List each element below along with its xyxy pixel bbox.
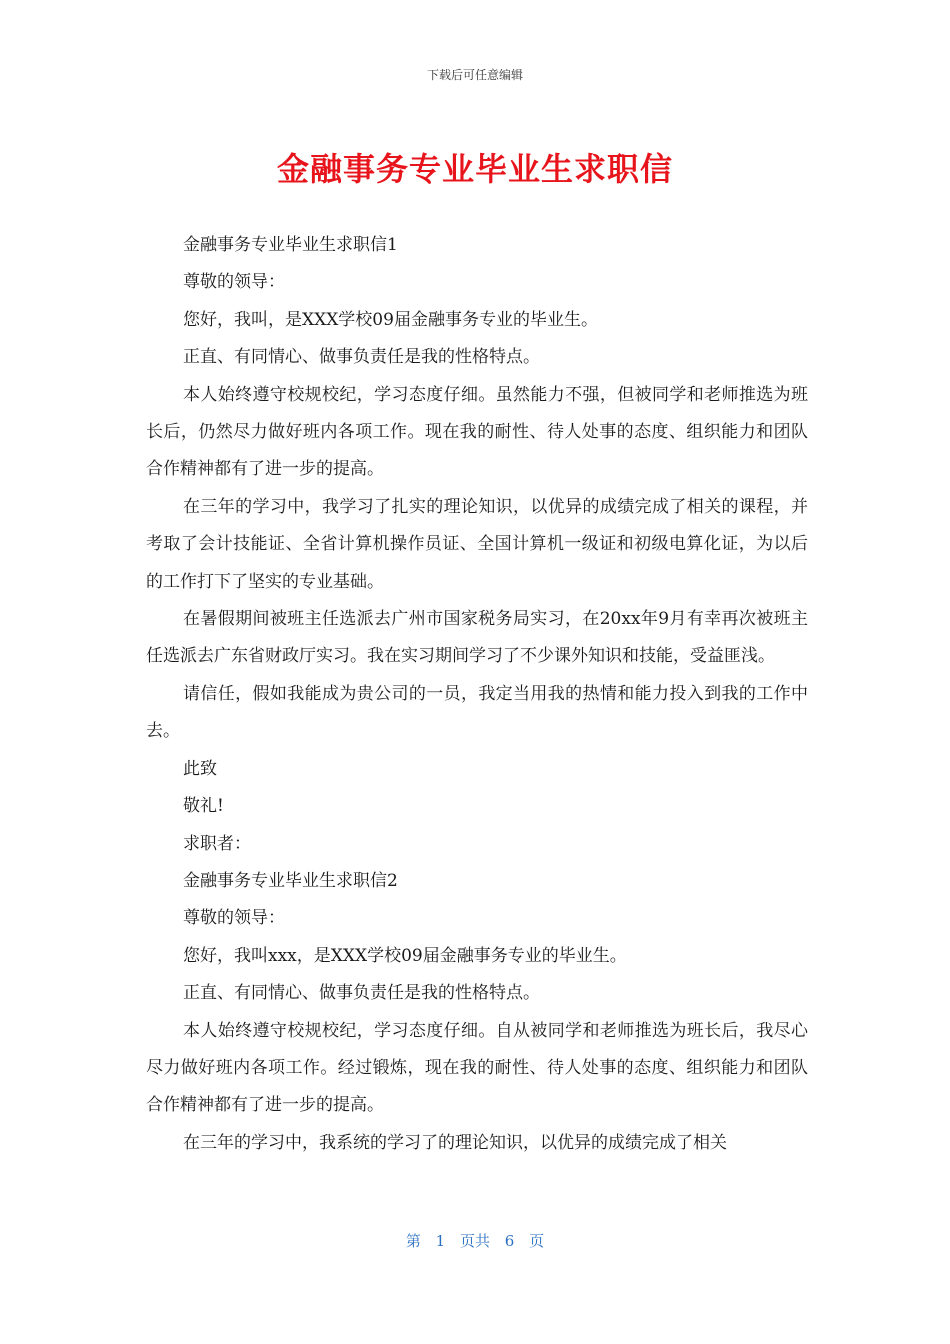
paragraph: 本人始终遵守校规校纪，学习态度仔细。自从被同学和老师推选为班长后，我尽心尽力做好班内各项工作。经过锻炼，现在我的耐性、待人处事的态度、组织能力和团队合作精神都有了进一步的提高。: [146, 1020, 808, 1116]
paragraph: 本人始终遵守校规校纪，学习态度仔细。虽然能力不强，但被同学和老师推选为班长后，仍然尽力做好班内各项工作。现在我的耐性、待人处事的态度、组织能力和团队合作精神都有了进一步的提高。: [146, 384, 808, 480]
paragraph: 在暑假期间被班主任选派去广州市国家税务局实习，在20xx年9月有幸再次被班主任选派去广东省财政厅实习。我在实习期间学习了不少课外知识和技能，受益匪浅。: [146, 609, 808, 667]
paragraph: 金融事务专业毕业生求职信2: [183, 870, 398, 891]
paragraph: 尊敬的领导：: [183, 908, 285, 929]
paragraph: 您好，我叫，是XXX学校09届金融事务专业的毕业生。: [183, 309, 598, 330]
document-title: 金融事务专业毕业生求职信: [276, 150, 673, 188]
paragraph: 正直、有同情心、做事负责任是我的性格特点。: [183, 983, 540, 1004]
document-body: [146, 227, 808, 1162]
paragraph: 尊敬的领导：: [183, 272, 285, 293]
paragraph: 正直、有同情心、做事负责任是我的性格特点。: [183, 347, 540, 368]
paragraph: 敬礼!: [183, 796, 224, 817]
paragraph: 在三年的学习中，我学习了扎实的理论知识，以优异的成绩完成了相关的课程，并考取了会计技能证、全省计算机操作员证、全国计算机一级证和初级电算化证，为以后的工作打下了坚实的专业基础。: [146, 496, 808, 592]
paragraph: 金融事务专业毕业生求职信1: [183, 235, 398, 255]
paragraph: 您好，我叫xxx，是XXX学校09届金融事务专业的毕业生。: [183, 945, 627, 966]
paragraph: 请信任，假如我能成为贵公司的一员，我定当用我的热情和能力投入到我的工作中去。: [146, 683, 808, 742]
page-number-footer: 第 1 页共 6 页: [405, 1232, 545, 1250]
paragraph: 在三年的学习中，我系统的学习了的理论知识，以优异的成绩完成了相关: [183, 1132, 727, 1153]
paragraph: 求职者：: [183, 833, 251, 854]
paragraph: 此致: [183, 758, 217, 779]
page-header-note: 下载后可任意编辑: [426, 68, 523, 82]
